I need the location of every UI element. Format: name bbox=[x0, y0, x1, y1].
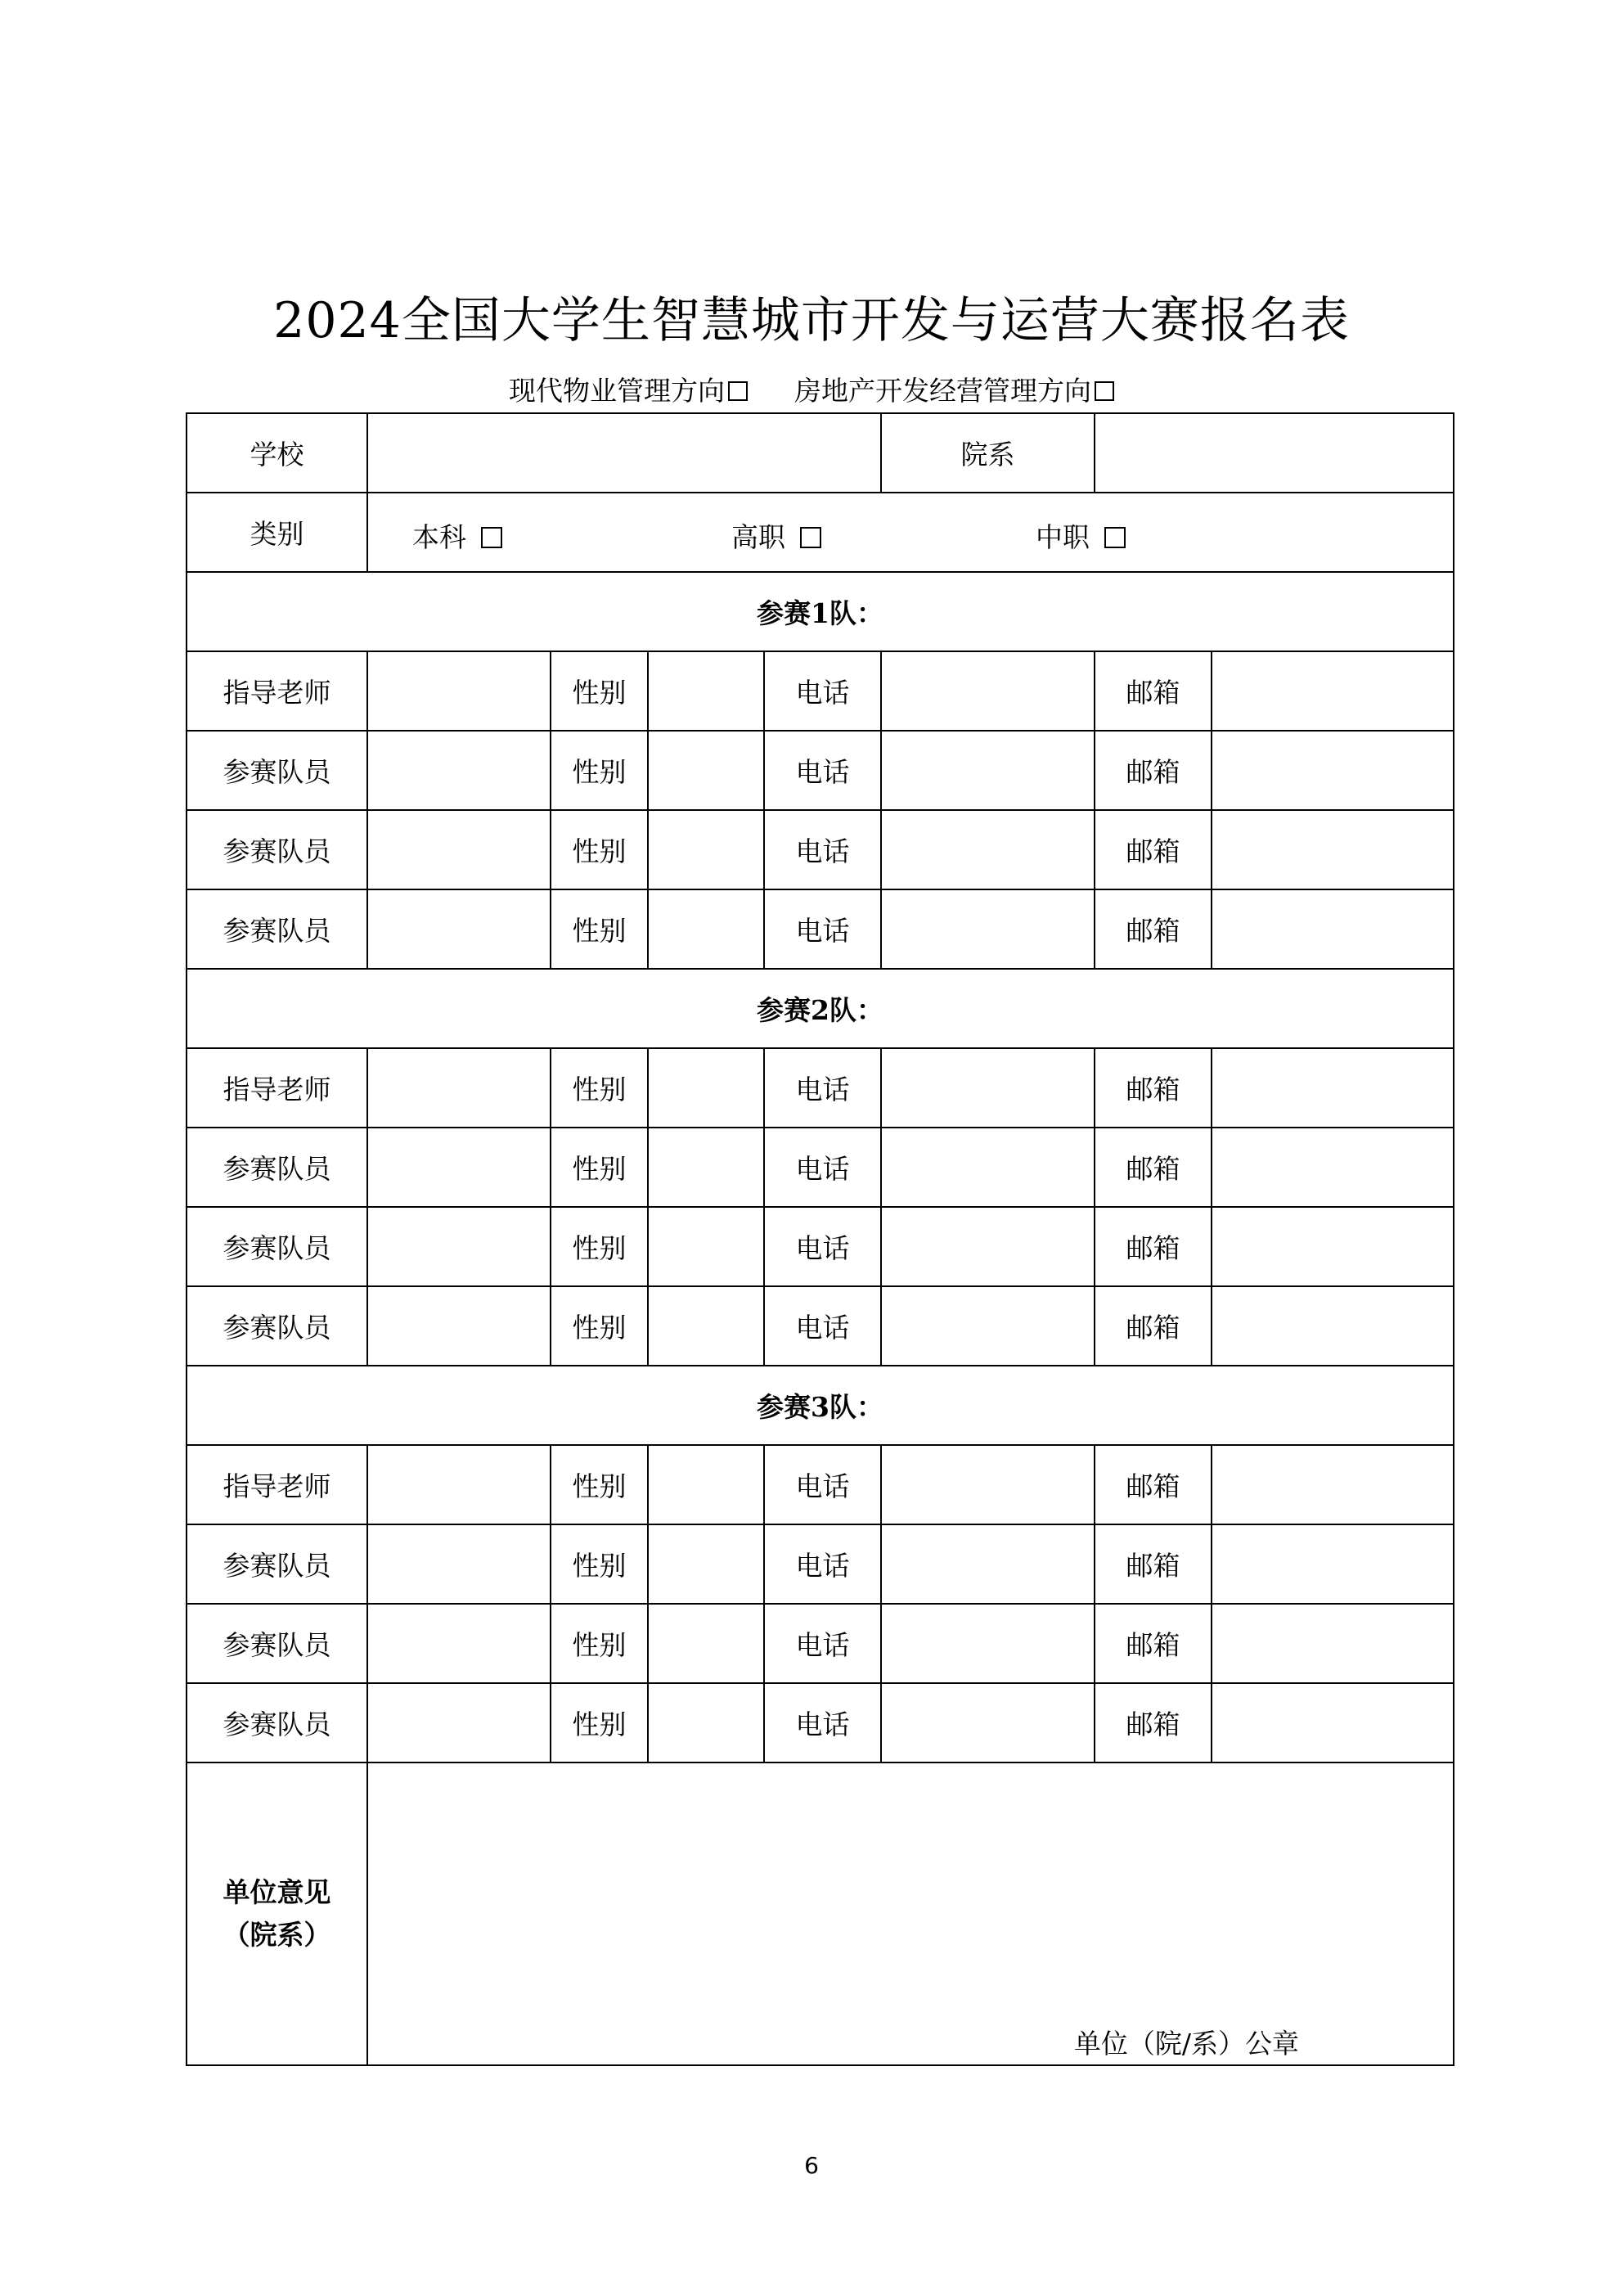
email-input[interactable] bbox=[1212, 1128, 1454, 1207]
role-label: 参赛队员 bbox=[187, 1524, 367, 1604]
email-label: 邮箱 bbox=[1095, 1524, 1212, 1604]
gender-label: 性别 bbox=[551, 1207, 648, 1286]
phone-input[interactable] bbox=[881, 1128, 1095, 1207]
email-label: 邮箱 bbox=[1095, 651, 1212, 731]
category-options bbox=[367, 493, 1454, 572]
gender-input[interactable] bbox=[648, 1445, 764, 1524]
gender-label: 性别 bbox=[551, 810, 648, 889]
opinion-label-line1: 单位意见 bbox=[223, 1876, 331, 1908]
gender-label: 性别 bbox=[551, 1683, 648, 1763]
category-secondary-label: 中职 bbox=[1036, 521, 1090, 553]
role-label: 参赛队员 bbox=[187, 1683, 367, 1763]
direction-realestate-label: 房地产开发经营管理方向 bbox=[794, 375, 1091, 407]
email-input[interactable] bbox=[1212, 1524, 1454, 1604]
email-input[interactable] bbox=[1212, 889, 1454, 969]
gender-input[interactable] bbox=[648, 1128, 764, 1207]
team-heading-row bbox=[187, 572, 1454, 651]
member-row bbox=[187, 1524, 1454, 1604]
phone-label: 电话 bbox=[764, 1207, 881, 1286]
role-label: 指导老师 bbox=[187, 651, 367, 731]
phone-input[interactable] bbox=[881, 1286, 1095, 1366]
name-input[interactable] bbox=[367, 810, 551, 889]
member-row bbox=[187, 1445, 1454, 1524]
team-heading: 参赛2队： bbox=[187, 969, 1454, 1048]
phone-label: 电话 bbox=[764, 731, 881, 810]
name-input[interactable] bbox=[367, 889, 551, 969]
gender-input[interactable] bbox=[648, 1207, 764, 1286]
phone-label: 电话 bbox=[764, 1683, 881, 1763]
opinion-row bbox=[187, 1763, 1454, 2065]
school-row bbox=[187, 413, 1454, 493]
role-label: 参赛队员 bbox=[187, 1286, 367, 1366]
category-secondary-checkbox[interactable] bbox=[1104, 527, 1126, 548]
role-label: 参赛队员 bbox=[187, 1604, 367, 1683]
phone-label: 电话 bbox=[764, 651, 881, 731]
phone-label: 电话 bbox=[764, 1445, 881, 1524]
phone-label: 电话 bbox=[764, 1048, 881, 1128]
role-label: 参赛队员 bbox=[187, 731, 367, 810]
email-label: 邮箱 bbox=[1095, 1286, 1212, 1366]
member-row bbox=[187, 1683, 1454, 1763]
email-input[interactable] bbox=[1212, 1445, 1454, 1524]
role-label: 参赛队员 bbox=[187, 1128, 367, 1207]
phone-input[interactable] bbox=[881, 1048, 1095, 1128]
member-row bbox=[187, 1207, 1454, 1286]
category-secondary bbox=[1036, 516, 1126, 555]
category-label: 类别 bbox=[187, 493, 367, 572]
name-input[interactable] bbox=[367, 1445, 551, 1524]
member-row bbox=[187, 1604, 1454, 1683]
category-vocational bbox=[731, 516, 821, 555]
phone-input[interactable] bbox=[881, 810, 1095, 889]
member-row bbox=[187, 651, 1454, 731]
gender-input[interactable] bbox=[648, 889, 764, 969]
name-input[interactable] bbox=[367, 651, 551, 731]
role-label: 参赛队员 bbox=[187, 889, 367, 969]
member-row bbox=[187, 1286, 1454, 1366]
name-input[interactable] bbox=[367, 1286, 551, 1366]
category-undergrad-checkbox[interactable] bbox=[481, 527, 502, 548]
member-row bbox=[187, 810, 1454, 889]
member-row bbox=[187, 1048, 1454, 1128]
email-input[interactable] bbox=[1212, 1048, 1454, 1128]
phone-input[interactable] bbox=[881, 1445, 1095, 1524]
email-input[interactable] bbox=[1212, 651, 1454, 731]
gender-label: 性别 bbox=[551, 1286, 648, 1366]
email-label: 邮箱 bbox=[1095, 1207, 1212, 1286]
email-input[interactable] bbox=[1212, 731, 1454, 810]
role-label: 指导老师 bbox=[187, 1048, 367, 1128]
gender-label: 性别 bbox=[551, 1604, 648, 1683]
direction-realestate-checkbox[interactable] bbox=[1095, 381, 1114, 401]
phone-label: 电话 bbox=[764, 1604, 881, 1683]
page-number: 6 bbox=[804, 2152, 819, 2179]
gender-label: 性别 bbox=[551, 1128, 648, 1207]
direction-property-label: 现代物业管理方向 bbox=[509, 375, 725, 407]
email-label: 邮箱 bbox=[1095, 810, 1212, 889]
phone-input[interactable] bbox=[881, 1604, 1095, 1683]
role-label: 参赛队员 bbox=[187, 1207, 367, 1286]
category-vocational-checkbox[interactable] bbox=[800, 527, 821, 548]
gender-label: 性别 bbox=[551, 1048, 648, 1128]
email-label: 邮箱 bbox=[1095, 731, 1212, 810]
school-input[interactable] bbox=[367, 413, 881, 493]
role-label: 指导老师 bbox=[187, 1445, 367, 1524]
seal-note: 单位（院/系）公章 bbox=[1073, 2028, 1299, 2060]
dept-input[interactable] bbox=[1095, 413, 1454, 493]
team-heading-row bbox=[187, 1366, 1454, 1445]
gender-input[interactable] bbox=[648, 810, 764, 889]
opinion-label bbox=[187, 1763, 367, 2065]
team-heading: 参赛3队： bbox=[187, 1366, 1454, 1445]
category-row bbox=[187, 493, 1454, 572]
email-input[interactable] bbox=[1212, 1286, 1454, 1366]
phone-input[interactable] bbox=[881, 1207, 1095, 1286]
email-label: 邮箱 bbox=[1095, 1048, 1212, 1128]
name-input[interactable] bbox=[367, 1207, 551, 1286]
email-label: 邮箱 bbox=[1095, 889, 1212, 969]
phone-input[interactable] bbox=[881, 1524, 1095, 1604]
gender-input[interactable] bbox=[648, 1683, 764, 1763]
opinion-label-line2: （院系） bbox=[223, 1919, 331, 1951]
phone-input[interactable] bbox=[881, 889, 1095, 969]
phone-input[interactable] bbox=[881, 651, 1095, 731]
phone-label: 电话 bbox=[764, 1128, 881, 1207]
member-row bbox=[187, 889, 1454, 969]
member-row bbox=[187, 731, 1454, 810]
gender-input[interactable] bbox=[648, 1524, 764, 1604]
category-undergrad-label: 本科 bbox=[412, 521, 466, 553]
direction-property-checkbox[interactable] bbox=[728, 381, 748, 401]
email-input[interactable] bbox=[1212, 1683, 1454, 1763]
category-vocational-label: 高职 bbox=[731, 521, 785, 553]
gender-input[interactable] bbox=[648, 651, 764, 731]
phone-label: 电话 bbox=[764, 889, 881, 969]
direction-options bbox=[0, 373, 1623, 409]
category-undergrad bbox=[412, 516, 502, 555]
name-input[interactable] bbox=[367, 1524, 551, 1604]
email-input[interactable] bbox=[1212, 1207, 1454, 1286]
gender-input[interactable] bbox=[648, 1048, 764, 1128]
email-input[interactable] bbox=[1212, 810, 1454, 889]
school-label: 学校 bbox=[187, 413, 367, 493]
phone-input[interactable] bbox=[881, 1683, 1095, 1763]
team-heading: 参赛1队： bbox=[187, 572, 1454, 651]
name-input[interactable] bbox=[367, 1683, 551, 1763]
phone-input[interactable] bbox=[881, 731, 1095, 810]
phone-label: 电话 bbox=[764, 1286, 881, 1366]
dept-label: 院系 bbox=[881, 413, 1095, 493]
email-label: 邮箱 bbox=[1095, 1683, 1212, 1763]
team-heading-row bbox=[187, 969, 1454, 1048]
email-input[interactable] bbox=[1212, 1604, 1454, 1683]
phone-label: 电话 bbox=[764, 810, 881, 889]
gender-input[interactable] bbox=[648, 1604, 764, 1683]
name-input[interactable] bbox=[367, 1604, 551, 1683]
email-label: 邮箱 bbox=[1095, 1604, 1212, 1683]
role-label: 参赛队员 bbox=[187, 810, 367, 889]
member-row bbox=[187, 1128, 1454, 1207]
gender-label: 性别 bbox=[551, 651, 648, 731]
registration-table bbox=[186, 412, 1454, 2066]
name-input[interactable] bbox=[367, 1048, 551, 1128]
gender-input[interactable] bbox=[648, 731, 764, 810]
name-input[interactable] bbox=[367, 731, 551, 810]
gender-label: 性别 bbox=[551, 1524, 648, 1604]
email-label: 邮箱 bbox=[1095, 1445, 1212, 1524]
gender-label: 性别 bbox=[551, 889, 648, 969]
page-title: 2024全国大学生智慧城市开发与运营大赛报名表 bbox=[273, 292, 1350, 349]
gender-label: 性别 bbox=[551, 1445, 648, 1524]
gender-input[interactable] bbox=[648, 1286, 764, 1366]
email-label: 邮箱 bbox=[1095, 1128, 1212, 1207]
gender-label: 性别 bbox=[551, 731, 648, 810]
name-input[interactable] bbox=[367, 1128, 551, 1207]
phone-label: 电话 bbox=[764, 1524, 881, 1604]
opinion-input[interactable] bbox=[367, 1763, 1454, 2065]
